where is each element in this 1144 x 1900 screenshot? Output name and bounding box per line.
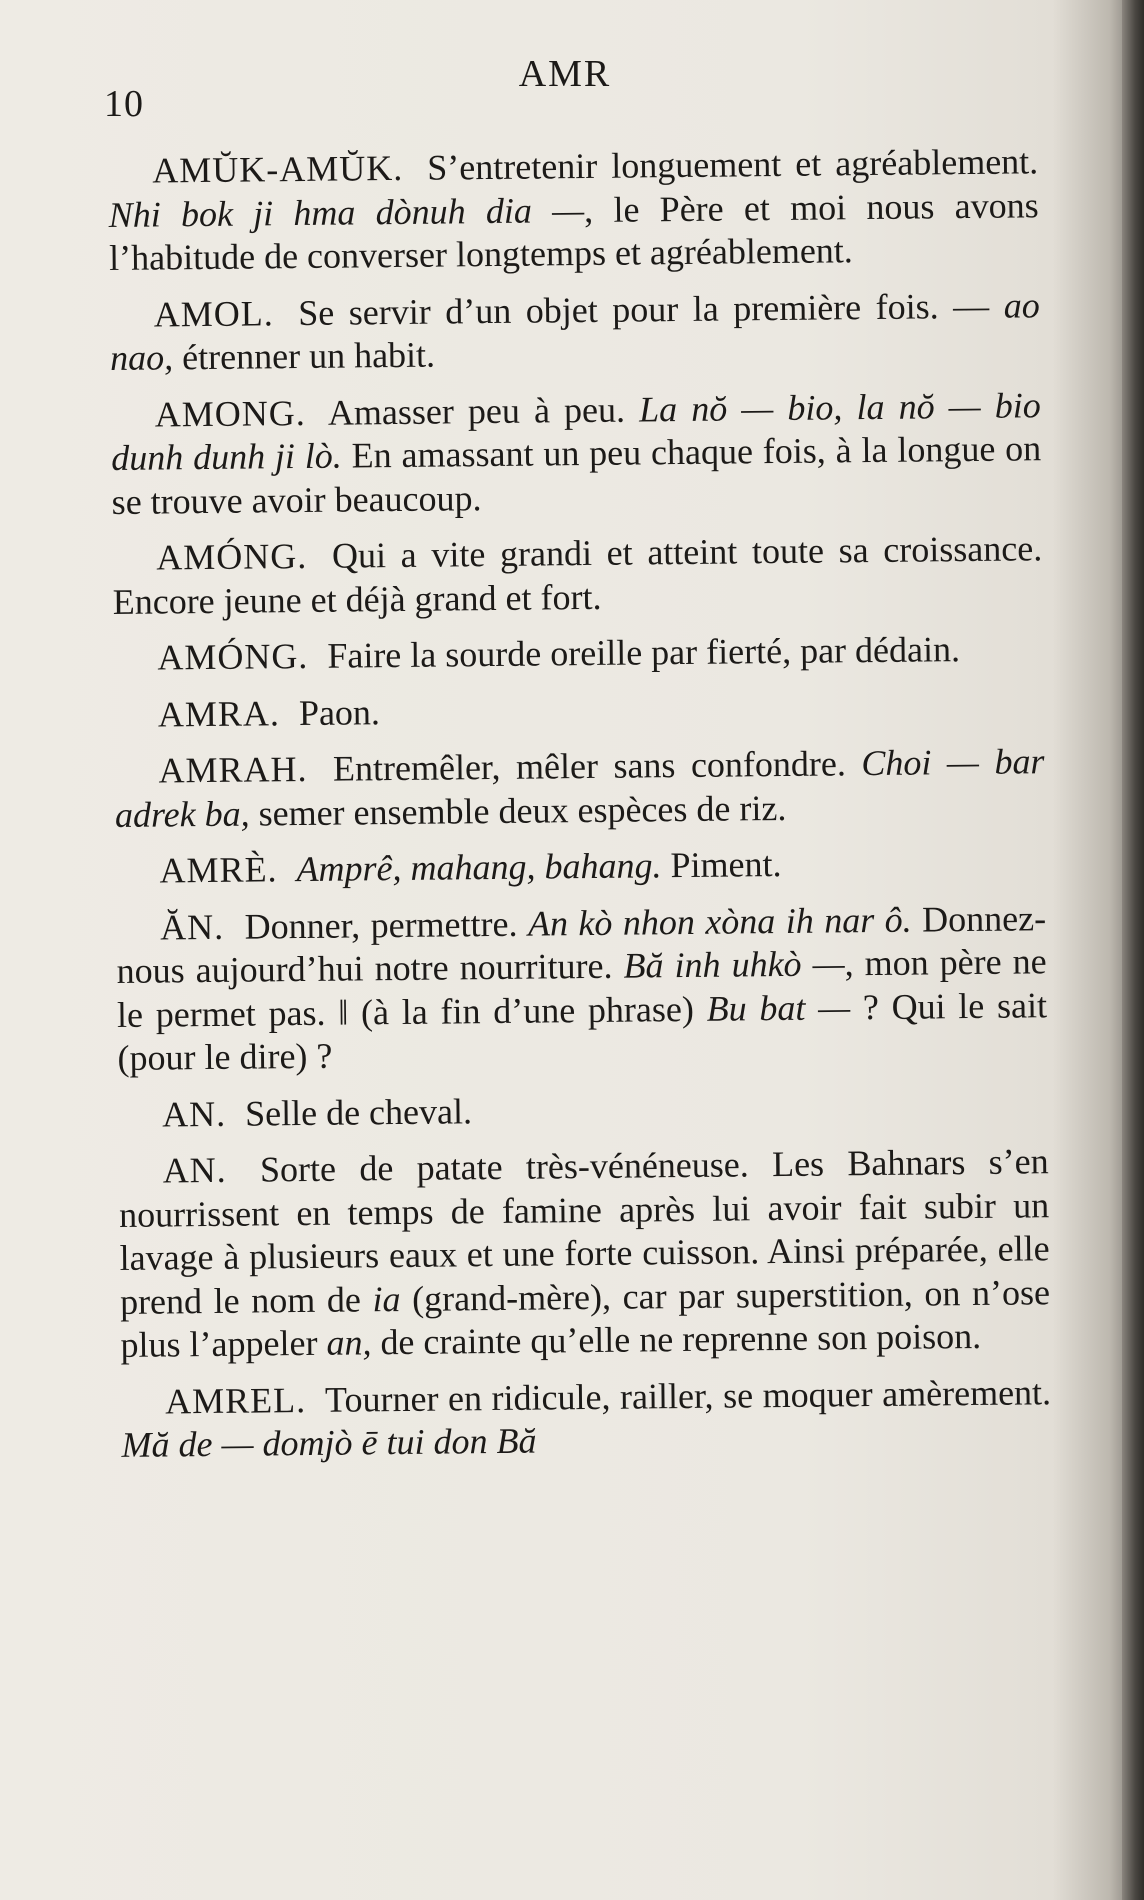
headword: AMONG. bbox=[154, 392, 306, 435]
definition: Donner, permettre. bbox=[244, 903, 518, 947]
definition: (grand-mère), car par superstition, on n’ose plus l’appeler bbox=[120, 1271, 1051, 1365]
headword: AN. bbox=[161, 1093, 227, 1134]
entry-an-potato bbox=[118, 1140, 1050, 1367]
definition: Donnez-nous aujourd’hui notre nourriture. bbox=[116, 897, 1047, 991]
page-edge-shadow bbox=[1122, 0, 1144, 1900]
example: An kò nhon xòna ih nar ô. bbox=[527, 899, 912, 944]
page-number: 10 bbox=[104, 83, 144, 125]
definition: Paon. bbox=[298, 691, 381, 733]
entry-among-2 bbox=[112, 527, 1043, 624]
definition: S’entretenir longuement et agréablement. bbox=[427, 141, 1039, 188]
entry-an-give bbox=[116, 897, 1048, 1081]
headword: AN. bbox=[162, 1149, 227, 1191]
definition: Entremêler, mêler sans confondre. bbox=[332, 743, 847, 789]
definition: , mon père ne le permet pas. ‖ (à la fin d’une phrase) bbox=[116, 941, 1047, 1035]
entry-amuk-amuk bbox=[108, 140, 1039, 280]
headword: AMREL. bbox=[164, 1379, 307, 1421]
definition: de crainte qu’elle ne reprenne son poison. bbox=[380, 1315, 982, 1363]
example: ao nao, bbox=[109, 284, 1040, 378]
headword: AMŬK-AMŬK. bbox=[152, 147, 404, 191]
entry-among bbox=[111, 384, 1042, 524]
headword: AMÓNG. bbox=[157, 635, 309, 678]
entry-amrah bbox=[114, 740, 1045, 837]
example: an, bbox=[326, 1322, 372, 1363]
headword: AMRAH. bbox=[158, 748, 308, 791]
definition: En amassant un peu chaque fois, à la longue on se trouve avoir beaucoup. bbox=[111, 428, 1042, 522]
definition: Qui a vite grandi et atteint toute sa croissance. Encore jeune et déjà grand et fort. bbox=[112, 528, 1043, 622]
definition: Tourner en ridicule, railler, se moquer amèrement. bbox=[324, 1371, 1052, 1420]
entry-amol bbox=[110, 284, 1041, 381]
example: La nŏ — bio, la nŏ — bio dunh dunh ji lò. bbox=[111, 384, 1041, 478]
example: Amprê, mahang, bahang. bbox=[296, 845, 662, 890]
definition: Sorte de patate très-vénéneuse. Les Bahnars s’en nourrissent en temps de famine après lui avoir fait subir un lavage à plusieurs eaux et une forte cuisson. Ainsi préparée, elle prend le nom de bbox=[118, 1141, 1050, 1322]
running-head: AMR bbox=[518, 53, 612, 95]
headword: AMRÈ. bbox=[159, 849, 278, 891]
entry-amrel bbox=[121, 1371, 1052, 1468]
headword: AMRA. bbox=[157, 692, 281, 735]
definition: , le Père et moi nous avons l’habitude de converser longtemps et agréablement. bbox=[108, 184, 1039, 278]
entry-among-3 bbox=[113, 627, 1043, 680]
definition: Piment. bbox=[670, 843, 782, 886]
definition: Se servir d’un objet pour la première fois. — bbox=[298, 285, 990, 333]
example: Bu bat — bbox=[706, 986, 851, 1029]
example: Nhi bok ji hma dònuh dia — bbox=[108, 189, 585, 235]
headword: AMÓNG. bbox=[156, 535, 308, 578]
example: ia bbox=[372, 1278, 401, 1319]
example: Bă inh uhkò — bbox=[623, 943, 845, 986]
definition: semer ensemble deux espèces de riz. bbox=[258, 787, 787, 833]
definition: étrenner un habit. bbox=[181, 334, 436, 378]
definition: Amasser peu à peu. bbox=[327, 389, 626, 433]
definition: Faire la sourde oreille par fierté, par dédain. bbox=[327, 629, 961, 676]
headword: ĂN. bbox=[159, 906, 225, 947]
example: Mă de — domjò ē tui don Bă bbox=[121, 1420, 537, 1465]
dictionary-text bbox=[108, 140, 1052, 1480]
definition: Selle de cheval. bbox=[244, 1090, 473, 1134]
headword: AMOL. bbox=[153, 292, 274, 335]
entry-an-saddle bbox=[118, 1084, 1048, 1137]
definition: ? Qui le sait (pour le dire) ? bbox=[117, 984, 1048, 1078]
entry-amre bbox=[115, 840, 1045, 893]
entry-amra bbox=[114, 684, 1044, 737]
example: Choi — bar adrek ba, bbox=[114, 741, 1045, 835]
